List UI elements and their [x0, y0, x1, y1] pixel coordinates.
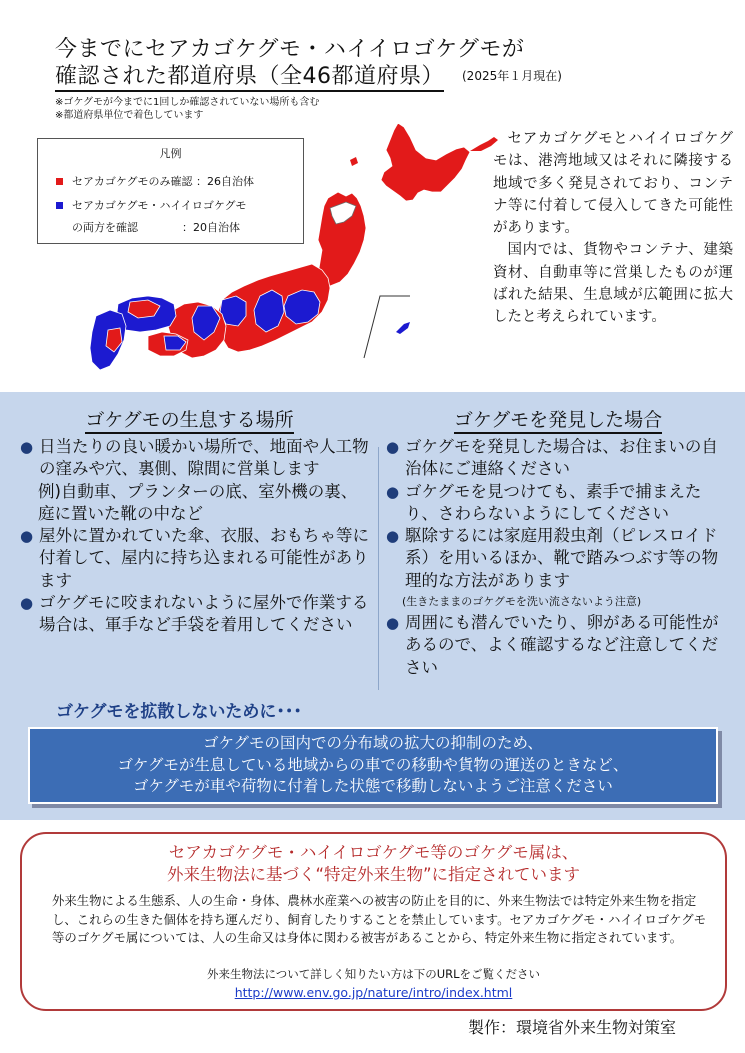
found-item-3-note: (生きたままのゴケグモを洗い流さないよう注意): [402, 595, 642, 609]
legend-title: 凡例: [159, 147, 182, 160]
list-item: [386, 525, 726, 592]
list-item: [20, 525, 372, 592]
legend-blue-swatch: [56, 202, 63, 209]
bullet-icon: ●: [386, 527, 400, 546]
found-item-1: ゴケグモを発見した場合は、お住まいの自治体にご連絡ください: [405, 437, 718, 479]
spread-line-2: ゴケグモが生息している地域からの車での移動や貨物の運送のときなど、: [117, 755, 629, 774]
found-heading-wrap: [388, 405, 728, 432]
spread-line-3: ゴケグモが車や荷物に付着した状態で移動しないようご注意ください: [133, 777, 613, 796]
note-2: ※都道府県単位で着色しています: [55, 110, 204, 121]
habitat-example: 例)自動車、プランターの底、室外機の裏、庭に置いた靴の中など: [38, 481, 358, 523]
legend-row-red: [56, 173, 254, 189]
habitat-item-2: 屋外に置かれていた傘、衣服、おもちゃ等に付着して、屋内に持ち込まれる可能性があります: [39, 526, 369, 590]
legend-row-blue: [56, 197, 246, 213]
note-1: ※ゴケグモが今までに1回しか確認されていない場所も含む: [55, 97, 320, 108]
page-title-line2: 確認された都道府県（全46都道府県）: [55, 64, 444, 92]
bullet-icon: ●: [386, 482, 400, 501]
legend-blue-label-2: の両方を確認 ：20自治体: [72, 221, 240, 234]
legend-blue-label: セアカゴケグモ・ハイイロゴケグモ: [72, 199, 247, 212]
list-item: [20, 436, 372, 481]
column-divider: [378, 447, 379, 690]
law-url-link[interactable]: http://www.env.go.jp/nature/intro/index.html: [234, 985, 513, 1000]
legend-red-label: セアカゴケグモのみ確認 ：26自治体: [72, 175, 254, 188]
page-title-line1: 今までにセアカゴケグモ・ハイイロゴケグモが: [55, 37, 525, 62]
found-item-3: 駆除するには家庭用殺虫剤（ピレスロイド系）を用いるほか、靴で踏みつぶす等の物理的な方法があります: [405, 526, 719, 590]
law-heading-2: 外来生物法に基づく“特定外来生物”に指定されています: [166, 865, 581, 884]
law-body: 外来生物による生態系、人の生命・身体、農林水産業への被害の防止を目的に、外来生物法では特定外来生物を指定し、これらの生きた個体を持ち運んだり、飼育したりすることを禁止しています。セアカゴケグモ・ハイイロゴケグモ等のゴケグモ属については、人の生命又は身体に関わる被害があることから、特定外来生物に指定されています。: [52, 893, 706, 946]
spread-line-1: ゴケグモの国内での分布域の拡大の抑制のため、: [203, 734, 543, 753]
intro-paragraph-1: セアカゴケグモとハイイロゴケグモは、港湾地域又はそれに隣接する地域で多く発見されており、コンテナ等に付着して侵入してきた可能性があります。: [493, 131, 733, 237]
producer-credit: 製作：環境省外来生物対策室: [468, 1018, 677, 1037]
spread-message-box: [28, 727, 718, 804]
habitat-item-1: 日当たりの良い暖かい場所で、地面や人工物の窪みや穴、裏側、隙間に営巣します: [39, 437, 369, 479]
law-heading-1: セアカゴケグモ・ハイイロゴケグモ等のゴケグモ属は、: [168, 843, 579, 862]
bullet-icon: ●: [386, 614, 400, 633]
law-more-info: 外来生物法について詳しく知りたい方は下のURLをご覧ください: [206, 967, 541, 981]
found-item-2: ゴケグモを見つけても、素手で捕まえたり、さわらないようにしてください: [405, 481, 702, 523]
bullet-icon: ●: [20, 527, 34, 546]
habitat-item-3: ゴケグモに咬まれないように屋外で作業する場合は、軍手など手袋を着用してください: [39, 593, 369, 635]
spread-heading: ゴケグモを拡散しないために･･･: [56, 702, 302, 722]
list-item: [386, 481, 726, 526]
law-box: [20, 832, 727, 1011]
intro-paragraph-2: 国内では、貨物やコンテナ、建築資材、自動車等に営巣したものが運ばれた結果、生息域が広範囲に拡大したと考えられています。: [493, 242, 733, 326]
list-item: [386, 612, 726, 679]
found-list: [386, 436, 726, 679]
map-okinawa: [396, 322, 410, 334]
found-heading: ゴケグモを発見した場合: [454, 409, 662, 434]
bullet-icon: ●: [20, 594, 34, 613]
list-item: [386, 436, 726, 481]
legend-red-swatch: [56, 178, 63, 185]
legend: [37, 138, 304, 244]
as-of-date: (2025年１月現在): [462, 69, 562, 83]
found-item-4: 周囲にも潜んでいたり、卵がある可能性があるので、よく確認するなど注意してください: [405, 613, 719, 677]
bullet-icon: ●: [20, 438, 34, 456]
intro-text: [493, 128, 733, 329]
habitat-list: [20, 436, 372, 637]
list-item: [20, 592, 372, 637]
bullet-icon: ●: [386, 438, 400, 456]
habitat-heading: ゴケグモの生息する場所: [85, 409, 293, 434]
map-hokkaido: [381, 123, 470, 201]
habitat-heading-wrap: [22, 405, 357, 432]
